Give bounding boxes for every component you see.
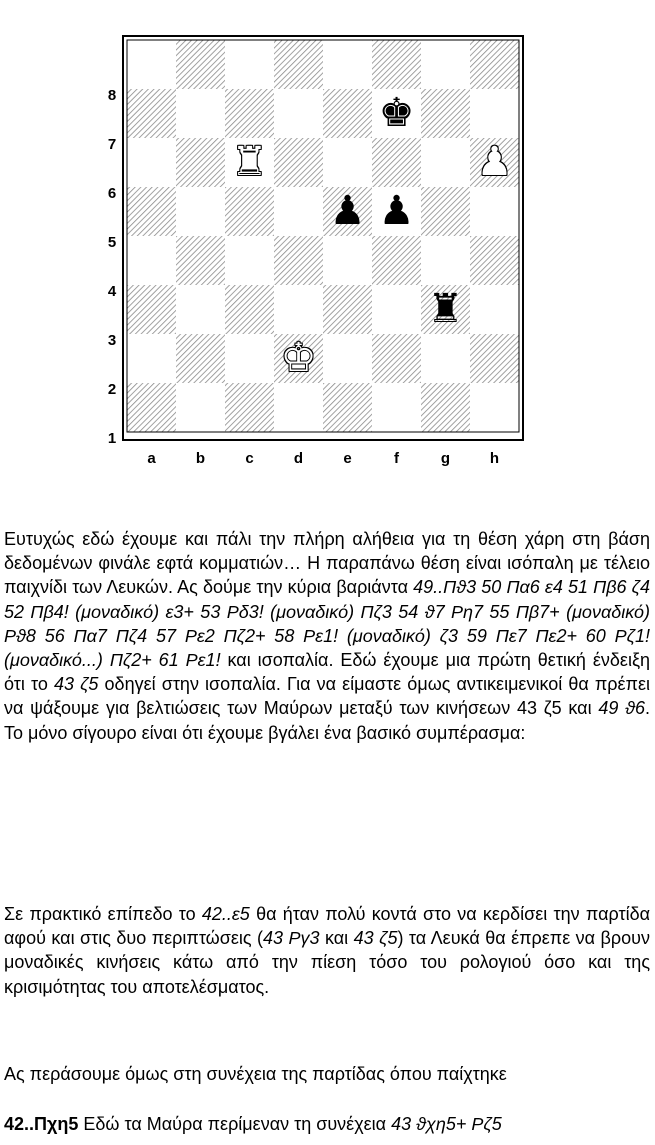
dark-square [372,138,421,187]
rank-label: 3 [107,332,117,349]
text-run: ) τα Λευκά θα έπρεπε να βρουν μοναδικές κινήσεις κάτω από την πίεση τόσο του ρολογιού όσο και της κρισιμότητας του αποτελέσματος. [4,928,650,997]
chess-board [105,30,545,470]
rank-label: 7 [107,136,117,153]
light-square [176,89,225,138]
light-square [274,285,323,334]
dark-square [470,236,519,285]
transition-paragraph: Ας περάσουμε όμως στη συνέχεια της παρτίδας όπου παίχτηκε [4,1064,507,1084]
dark-square [274,40,323,89]
rank-label: 8 [107,87,117,104]
dark-square [372,236,421,285]
white-pawn-h6-icon: ♟ [476,139,513,185]
text-run: θα ήταν πολύ κοντά στο να κερδίσει την παρτίδα αφού και στις δυο περιπτώσεις ( [4,904,650,949]
light-square [421,138,470,187]
file-label: a [147,450,156,467]
main-variation: 49..Πϑ3 50 Πα6 ε4 51 Πβ6 ζ4 52 Πβ4! (μοναδικό) ε3+ 53 Ρδ3! (μοναδικό) Πζ3 54 ϑ7 Ρη7 55 Πβ7+ (μοναδικό) Ρϑ8 56 Πα7 Πζ4 57 Ρε2 Πζ2+ 58 Ρε1! (μοναδικό) ζ3 59 Πε7 Πε2+ 60 Ρζ1! (μοναδικό...) Πζ2+ 61 Ρε1! [4,577,651,671]
light-square [372,383,421,432]
light-square [421,236,470,285]
dark-square [274,236,323,285]
light-square [176,187,225,236]
move-reference: 43 Ργ3 [263,928,320,949]
dark-square [372,334,421,383]
move-reference: 43 ζ5 [353,928,398,949]
light-square [127,236,176,285]
game-move: 42..Πχη5 [4,1114,79,1134]
light-square [274,187,323,236]
dark-square [274,138,323,187]
move-reference: 43 ζ5 [53,674,99,695]
dark-square [176,236,225,285]
light-square [274,383,323,432]
light-square [470,89,519,138]
move-reference: 42..ε5 [201,904,250,924]
black-king-f7-icon: ♚ [378,90,415,136]
text-run: και [319,928,354,949]
light-square [470,285,519,334]
chess-diagram [105,30,545,470]
text-run: και ισοπαλία. Εδώ έχουμε μια πρώτη θετική ένδειξη ότι το [4,650,651,695]
move-reference: 49 ϑ6 [598,698,645,719]
white-rook-c6-icon: ♜ [231,139,268,185]
rank-label: 4 [107,283,117,300]
text-run: Εδώ τα Μαύρα περίμεναν τη συνέχεια [78,1114,392,1134]
rank-label: 1 [107,430,117,447]
text-run: . Το μόνο σίγουρο είναι ότι έχουμε βγάλει ένα βασικό συμπέρασμα: [4,698,650,743]
light-square [470,383,519,432]
file-label: b [195,450,206,467]
light-square [421,40,470,89]
game-move-paragraph [4,1112,650,1136]
light-square [323,138,372,187]
file-label: c [245,450,254,467]
black-rook-g3-icon: ♜ [427,286,464,332]
light-square [323,236,372,285]
rank-label: 5 [107,234,117,251]
dark-square [372,40,421,89]
dark-square [127,89,176,138]
dark-square [176,334,225,383]
dark-square [323,383,372,432]
file-label: d [293,450,304,467]
light-square [470,187,519,236]
light-square [127,334,176,383]
move-reference: 43 ϑχη5+ Ρζ5 [391,1114,502,1134]
file-label: e [343,450,352,467]
light-square [372,285,421,334]
rank-label: 6 [107,185,117,202]
light-square [176,285,225,334]
black-pawn-f5-icon: ♟ [378,188,415,234]
file-labels [127,450,519,468]
dark-square [127,285,176,334]
white-king-d2-icon: ♚ [280,335,317,381]
text-run: Σε πρακτικό επίπεδο το [4,904,202,924]
dark-square [176,138,225,187]
light-square [127,40,176,89]
dark-square [323,285,372,334]
light-square [176,383,225,432]
dark-square [470,40,519,89]
dark-square [421,187,470,236]
light-square [225,334,274,383]
dark-square [176,40,225,89]
file-label: f [394,450,399,467]
light-square [421,334,470,383]
dark-square [421,383,470,432]
light-square [323,334,372,383]
text-run: Ευτυχώς εδώ έχουμε και πάλι την πλήρη αλήθεια για τη θέση χάρη στη βάση δεδομένων φινάλε εφτά κομματιών… Η παραπάνω θέση είναι ισόπαλη με τέλειο παιχνίδι των Λευκών. Ας δούμε την κύρια βαριάντα [4,529,650,598]
dark-square [127,187,176,236]
dark-square [127,383,176,432]
dark-square [225,285,274,334]
text-run: οδηγεί στην ισοπαλία. Για να είμαστε όμως αντικειμενικοί θα πρέπει να ψάξουμε για βελτιώσεις των Μαύρων μεταξύ των κινήσεων 43 ζ5 και [4,674,651,719]
dark-square [323,89,372,138]
file-label: g [440,450,451,467]
light-square [127,138,176,187]
dark-square [470,334,519,383]
analysis-paragraph [4,527,650,745]
dark-square [225,89,274,138]
light-square [274,89,323,138]
dark-square [225,383,274,432]
rank-label: 2 [107,381,117,398]
light-square [323,40,372,89]
dark-square [421,89,470,138]
file-label: h [489,450,500,467]
light-square [225,236,274,285]
light-square [225,40,274,89]
conclusion-paragraph [4,902,650,999]
black-pawn-e5-icon: ♟ [329,188,366,234]
dark-square [225,187,274,236]
